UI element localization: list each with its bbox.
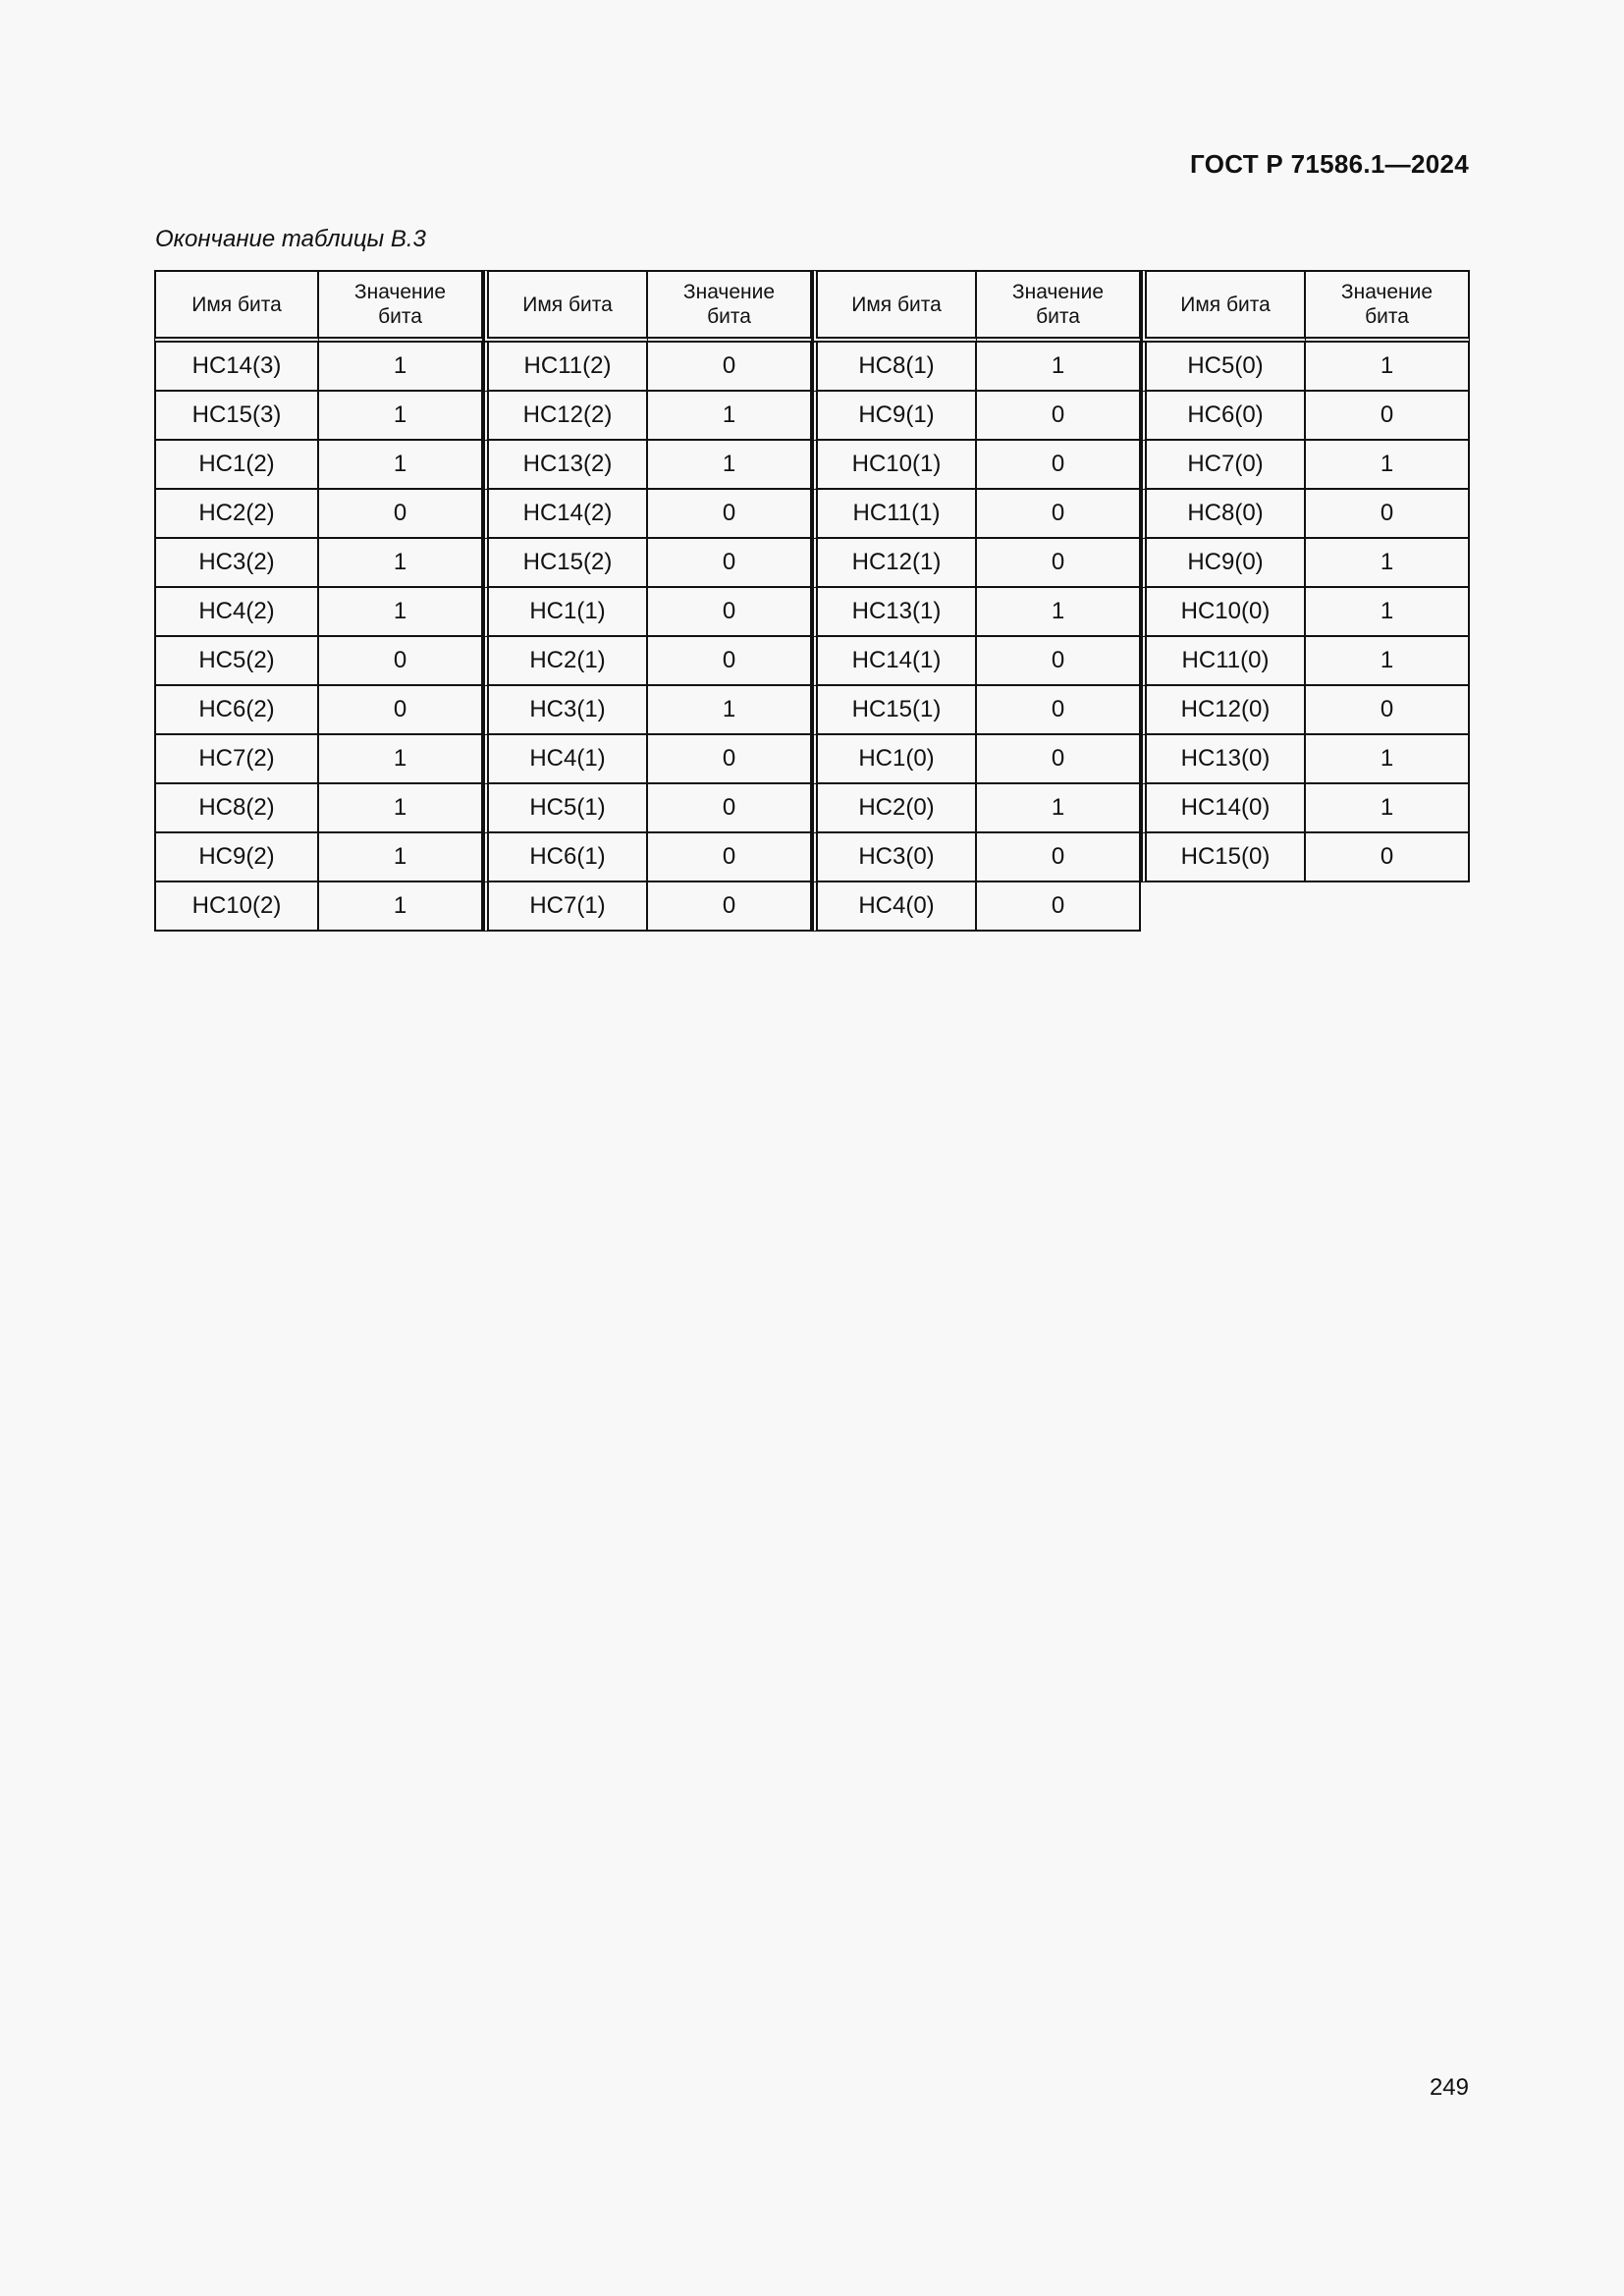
bit-value-cell: 0	[319, 637, 483, 686]
bit-name-cell: HC6(1)	[483, 833, 648, 882]
bit-name-cell: HC13(0)	[1141, 735, 1306, 784]
header-bit-name: Имя бита	[812, 270, 977, 343]
table-row	[154, 490, 1470, 539]
bit-name-cell: HC2(2)	[154, 490, 319, 539]
header-bit-value-line: бита	[1365, 305, 1409, 328]
bit-value-cell: 1	[1306, 735, 1470, 784]
bit-name-cell: HC14(2)	[483, 490, 648, 539]
bit-value-cell: 0	[648, 490, 812, 539]
bit-value-cell: 1	[319, 539, 483, 588]
bit-value-cell: 0	[977, 882, 1141, 932]
header-bit-value	[319, 270, 483, 343]
bit-name-cell: HC2(0)	[812, 784, 977, 833]
bit-value-cell: 1	[1306, 539, 1470, 588]
bit-value-cell: 1	[319, 392, 483, 441]
header-bit-value-line: Значение	[353, 281, 447, 303]
bit-value-cell: 0	[648, 833, 812, 882]
bit-value-cell: 0	[977, 490, 1141, 539]
bit-value-cell: 0	[648, 882, 812, 932]
bit-name-cell: HC5(0)	[1141, 343, 1306, 392]
bit-value-cell: 1	[1306, 588, 1470, 637]
header-bit-value	[648, 270, 812, 343]
bit-name-cell: HC4(1)	[483, 735, 648, 784]
bit-value-cell: 0	[648, 784, 812, 833]
bit-name-cell: HC5(2)	[154, 637, 319, 686]
bit-name-cell: HC9(0)	[1141, 539, 1306, 588]
bit-value-cell: 0	[319, 686, 483, 735]
header-bit-value	[977, 270, 1141, 343]
header-bit-value-line: бита	[707, 305, 751, 328]
bit-value-cell: 0	[1306, 392, 1470, 441]
header-bit-value-line: бита	[378, 305, 422, 328]
bit-name-cell: HC14(3)	[154, 343, 319, 392]
bit-value-cell: 1	[319, 588, 483, 637]
bit-value-cell: 0	[648, 539, 812, 588]
bit-name-cell: HC1(2)	[154, 441, 319, 490]
bit-value-cell: 1	[1306, 343, 1470, 392]
bit-name-cell: HC12(2)	[483, 392, 648, 441]
bit-name-cell: HC14(0)	[1141, 784, 1306, 833]
bit-name-cell: HC4(2)	[154, 588, 319, 637]
bit-name-cell: HC4(0)	[812, 882, 977, 932]
bits-table	[154, 270, 1470, 932]
bit-value-cell: 0	[648, 735, 812, 784]
table-row	[154, 588, 1470, 637]
bit-name-cell: HC7(2)	[154, 735, 319, 784]
bit-name-cell: HC12(0)	[1141, 686, 1306, 735]
table-row	[154, 686, 1470, 735]
header-bit-name: Имя бита	[154, 270, 319, 343]
bit-value-cell: 1	[319, 735, 483, 784]
bit-value-cell: 0	[977, 686, 1141, 735]
page-number: 249	[1429, 2074, 1469, 2101]
table-row	[154, 441, 1470, 490]
header-bit-value-line: Значение	[1011, 281, 1105, 303]
table-row	[154, 392, 1470, 441]
bit-name-cell: HC15(0)	[1141, 833, 1306, 882]
table-row	[154, 343, 1470, 392]
bit-name-cell: HC2(1)	[483, 637, 648, 686]
bit-value-cell: 1	[977, 343, 1141, 392]
bit-name-cell: HC1(0)	[812, 735, 977, 784]
bit-name-cell: HC11(0)	[1141, 637, 1306, 686]
table-row	[154, 882, 1470, 932]
bit-name-cell: HC12(1)	[812, 539, 977, 588]
bit-value-cell: 0	[977, 833, 1141, 882]
bit-name-cell: HC15(1)	[812, 686, 977, 735]
bit-value-cell: 1	[977, 784, 1141, 833]
header-bit-value	[1306, 270, 1470, 343]
bit-value-cell: 1	[1306, 637, 1470, 686]
bit-name-cell: HC3(2)	[154, 539, 319, 588]
bit-value-cell: 0	[977, 539, 1141, 588]
table-caption: Окончание таблицы В.3	[155, 226, 426, 252]
bit-name-cell: HC6(2)	[154, 686, 319, 735]
bit-value-cell: 0	[1306, 490, 1470, 539]
table-header-row	[154, 270, 1470, 343]
table-row	[154, 784, 1470, 833]
bit-value-cell: 1	[319, 784, 483, 833]
bit-name-cell: HC8(1)	[812, 343, 977, 392]
bit-value-cell: 0	[319, 490, 483, 539]
bit-value-cell: 0	[977, 637, 1141, 686]
bit-name-cell: HC7(0)	[1141, 441, 1306, 490]
bit-name-cell: HC8(2)	[154, 784, 319, 833]
bit-name-cell: HC3(1)	[483, 686, 648, 735]
header-bit-value-line: Значение	[1340, 281, 1434, 303]
table-row	[154, 637, 1470, 686]
bit-value-cell: 0	[648, 637, 812, 686]
bit-name-cell: HC7(1)	[483, 882, 648, 932]
bit-value-cell: 1	[648, 441, 812, 490]
bit-name-cell: HC6(0)	[1141, 392, 1306, 441]
bit-value-cell: 0	[1306, 686, 1470, 735]
bit-name-cell: HC14(1)	[812, 637, 977, 686]
bit-value-cell: 1	[648, 686, 812, 735]
bit-name-cell: HC9(2)	[154, 833, 319, 882]
bit-name-cell: HC3(0)	[812, 833, 977, 882]
bit-name-cell: HC10(1)	[812, 441, 977, 490]
bit-value-cell: 1	[648, 392, 812, 441]
bit-name-cell: HC15(2)	[483, 539, 648, 588]
header-bit-name: Имя бита	[1141, 270, 1306, 343]
bit-value-cell: 1	[319, 882, 483, 932]
bit-value-cell: 1	[1306, 784, 1470, 833]
bit-value-cell: 0	[977, 392, 1141, 441]
bit-name-cell: HC10(2)	[154, 882, 319, 932]
bit-value-cell: 0	[1306, 833, 1470, 882]
empty-cell	[1306, 882, 1470, 932]
header-bit-name: Имя бита	[483, 270, 648, 343]
document-standard-number: ГОСТ Р 71586.1—2024	[1190, 149, 1469, 179]
bit-value-cell: 0	[977, 441, 1141, 490]
bit-name-cell: HC8(0)	[1141, 490, 1306, 539]
bit-value-cell: 0	[977, 735, 1141, 784]
bit-name-cell: HC10(0)	[1141, 588, 1306, 637]
header-bit-value-line: Значение	[682, 281, 776, 303]
bit-name-cell: HC1(1)	[483, 588, 648, 637]
table-row	[154, 735, 1470, 784]
bit-value-cell: 1	[319, 833, 483, 882]
bit-name-cell: HC13(1)	[812, 588, 977, 637]
empty-cell	[1141, 882, 1306, 932]
bit-value-cell: 1	[1306, 441, 1470, 490]
bit-name-cell: HC11(1)	[812, 490, 977, 539]
table-row	[154, 539, 1470, 588]
table-row	[154, 833, 1470, 882]
bit-value-cell: 1	[977, 588, 1141, 637]
bit-name-cell: HC9(1)	[812, 392, 977, 441]
bit-name-cell: HC15(3)	[154, 392, 319, 441]
header-bit-value-line: бита	[1036, 305, 1080, 328]
bit-name-cell: HC13(2)	[483, 441, 648, 490]
bit-value-cell: 1	[319, 441, 483, 490]
bit-value-cell: 0	[648, 588, 812, 637]
bit-name-cell: HC11(2)	[483, 343, 648, 392]
bit-name-cell: HC5(1)	[483, 784, 648, 833]
bit-value-cell: 1	[319, 343, 483, 392]
bit-value-cell: 0	[648, 343, 812, 392]
